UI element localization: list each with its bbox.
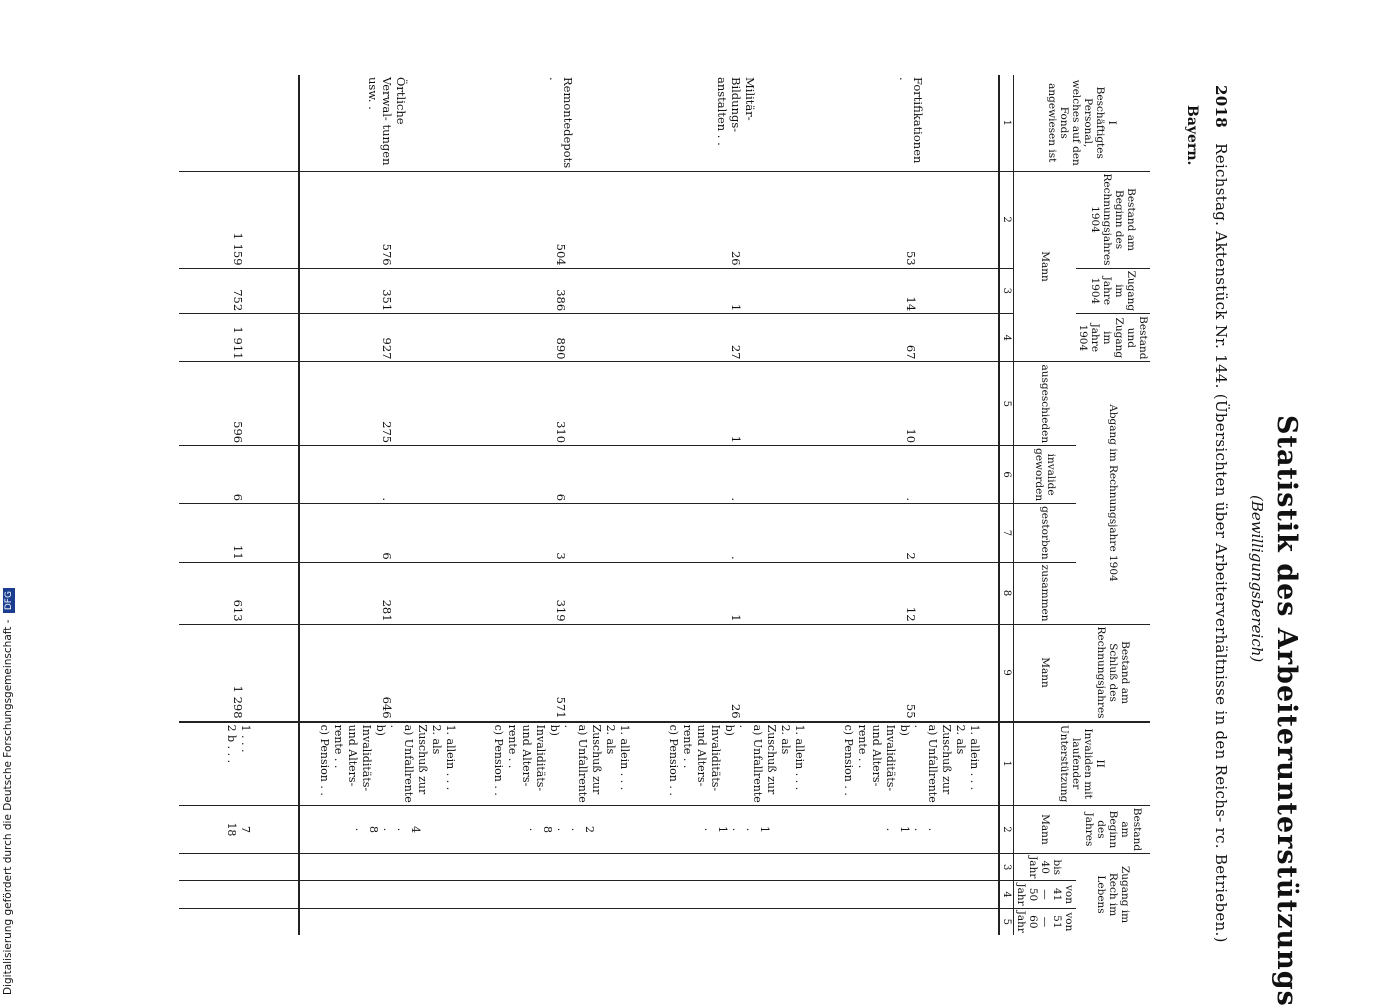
subcategory-line: a) Unfallrente . bbox=[912, 724, 939, 803]
value-cell: 53 bbox=[824, 171, 999, 268]
invalid-count: . bbox=[912, 827, 925, 832]
invalid-count: . bbox=[730, 827, 744, 832]
value-cell: 596 bbox=[179, 362, 299, 446]
invalid-count: 8 bbox=[541, 825, 555, 833]
row-label: Fortifikationen . bbox=[897, 77, 925, 164]
column-number: 4 bbox=[999, 314, 1014, 362]
invalid-count-cell bbox=[179, 805, 299, 853]
invalid-count: . bbox=[569, 827, 583, 832]
value-cell: 890 bbox=[474, 314, 649, 362]
zugang-cell bbox=[474, 854, 649, 881]
zugang-cell bbox=[474, 881, 649, 908]
mann-label: Mann bbox=[1014, 171, 1077, 362]
column-number: 8 bbox=[999, 562, 1014, 624]
subcategory-line: a) Unfallrente . bbox=[737, 724, 765, 803]
digitization-credit bbox=[2, 588, 15, 995]
invalid-count: 4 bbox=[409, 825, 422, 833]
column-number: 3 bbox=[999, 854, 1014, 881]
credit-text: Digitalisierung gefördert durch die Deutsche Forschungsgemeinschaft - bbox=[2, 619, 14, 995]
column-number: 5 bbox=[999, 908, 1014, 935]
value-cell: 1 298 bbox=[179, 624, 299, 722]
value-cell: 310 bbox=[474, 362, 649, 446]
zugang-cell bbox=[179, 854, 299, 881]
value-cell: 26 bbox=[649, 624, 824, 722]
value-cell: 1 159 bbox=[179, 171, 299, 268]
column-number: 6 bbox=[999, 446, 1014, 504]
invalid-count-cell bbox=[649, 805, 824, 853]
subcategory-line: c) Pension . . bbox=[492, 724, 506, 796]
zugang-group-header: Zugang im Rech im Lebens bbox=[1076, 854, 1150, 935]
invalid-count: 18 bbox=[225, 822, 239, 837]
value-cell: 10 bbox=[824, 362, 999, 446]
value-cell: 1 bbox=[649, 562, 824, 624]
statistics-table bbox=[179, 75, 1150, 935]
dfg-logo: DFG bbox=[3, 588, 15, 613]
value-cell: . bbox=[649, 504, 824, 563]
invalid-count: . bbox=[395, 827, 408, 832]
col-header-4: Bestand und Zugang im Jahre 1904 bbox=[1076, 314, 1150, 362]
col-header-12a: bis 40 Jahr bbox=[1014, 854, 1077, 881]
invalid-count: 1 bbox=[758, 825, 772, 833]
subcategory-line: a) Unfallrente . bbox=[388, 724, 415, 803]
value-cell: 6 bbox=[474, 446, 649, 504]
value-cell: 1 bbox=[649, 268, 824, 314]
row-label bbox=[179, 75, 299, 171]
value-cell: 319 bbox=[474, 562, 649, 624]
col-header-1: I Beschäftigtes Personal, welches auf den Fonds angewiesen ist bbox=[1046, 79, 1118, 166]
subcategory-line: b) Invaliditäts- und Alters- rente . . bbox=[856, 724, 911, 792]
zugang-cell bbox=[649, 908, 824, 935]
col-header-7: gestorben bbox=[1014, 504, 1077, 563]
value-cell: 14 bbox=[824, 268, 999, 314]
value-cell: 281 bbox=[299, 562, 474, 624]
zugang-cell bbox=[299, 908, 474, 935]
subcategory-line: 1 . . . bbox=[239, 724, 253, 753]
value-cell: 1 bbox=[649, 362, 824, 446]
zugang-cell bbox=[824, 881, 999, 908]
col-header-8: zusammen bbox=[1014, 562, 1077, 624]
value-cell: 576 bbox=[299, 171, 474, 268]
invalid-count: 7 bbox=[239, 825, 253, 833]
value-cell: 3 bbox=[474, 504, 649, 563]
invalid-count-cell bbox=[824, 805, 999, 853]
table-body bbox=[179, 75, 999, 935]
invalid-count: . bbox=[527, 827, 541, 832]
subcategory-line: a) Unfallrente . bbox=[562, 724, 590, 803]
page-subtitle: (Bewilligungsbereich) bbox=[1248, 495, 1266, 663]
invalid-count-cell bbox=[474, 805, 649, 853]
invalid-subcategories bbox=[824, 722, 999, 806]
value-cell: 55 bbox=[824, 624, 999, 722]
value-cell: 504 bbox=[474, 171, 649, 268]
zugang-cell bbox=[179, 908, 299, 935]
zugang-cell bbox=[474, 908, 649, 935]
invalid-subcategories bbox=[179, 722, 299, 806]
row-label: Militär-Bildungs- anstalten . . bbox=[715, 77, 758, 146]
subcategory-line: c) Pension . . bbox=[667, 724, 681, 796]
zugang-cell bbox=[824, 854, 999, 881]
row-label: Örtliche Verwal- tungen usw. . bbox=[366, 77, 408, 166]
subcategory-line: b) Invaliditäts- und Alters- rente . . bbox=[506, 724, 562, 792]
zugang-cell bbox=[299, 854, 474, 881]
invalid-count: . bbox=[381, 827, 394, 832]
col-header-10: II Invaliden mit laufender Unterstützung bbox=[1014, 722, 1151, 806]
column-number: 1 bbox=[999, 75, 1014, 171]
value-cell: 11 bbox=[179, 504, 299, 563]
invalid-count: . bbox=[555, 827, 569, 832]
table-row bbox=[299, 75, 474, 935]
column-number: 3 bbox=[999, 268, 1014, 314]
value-cell: 27 bbox=[649, 314, 824, 362]
value-cell: 646 bbox=[299, 624, 474, 722]
mann-label-2: Mann bbox=[1014, 624, 1077, 722]
zugang-cell bbox=[824, 908, 999, 935]
col-header-12c: von 51—60 Jahr bbox=[1014, 908, 1077, 935]
invalid-count: 2 bbox=[583, 825, 597, 833]
invalid-count: 1 bbox=[898, 825, 911, 833]
value-cell: 752 bbox=[179, 268, 299, 314]
table-row bbox=[474, 75, 649, 935]
col-header-9: Bestand am Schluß des Rechnungsjahres bbox=[1076, 624, 1150, 722]
invalid-count: . bbox=[353, 827, 366, 832]
value-cell: 67 bbox=[824, 314, 999, 362]
subcategory-line: 2. als Zuschuß zur bbox=[590, 724, 618, 795]
invalid-count-cell bbox=[299, 805, 474, 853]
zugang-cell bbox=[649, 854, 824, 881]
zugang-cell bbox=[299, 881, 474, 908]
column-number: 4 bbox=[999, 881, 1014, 908]
zugang-cell bbox=[179, 881, 299, 908]
subcategory-line: b) Invaliditäts- und Alters- rente . . bbox=[332, 724, 387, 792]
abgang-group-header: Abgang im Rechnungsjahre 1904 bbox=[1076, 362, 1150, 624]
subcategory-line: 1. allein . . . bbox=[968, 724, 981, 791]
invalid-count: 1 bbox=[716, 825, 730, 833]
column-number: 1 bbox=[999, 722, 1014, 806]
subcategory-line: 2. als Zuschuß zur bbox=[765, 724, 793, 795]
subcategory-line: 2. als Zuschuß zur bbox=[416, 724, 443, 795]
invalid-subcategories bbox=[649, 722, 824, 806]
page-number: 2018 bbox=[1212, 85, 1230, 128]
value-cell: . bbox=[824, 446, 999, 504]
invalid-count: . bbox=[884, 827, 897, 832]
invalid-subcategories bbox=[474, 722, 649, 806]
col-header-12b: von 41—50 Jahr bbox=[1014, 881, 1077, 908]
column-number: 7 bbox=[999, 504, 1014, 563]
subcategory-line: 1. allein . . . bbox=[444, 724, 457, 791]
table-row bbox=[649, 75, 824, 935]
value-cell: 2 bbox=[824, 504, 999, 563]
value-cell: 26 bbox=[649, 171, 824, 268]
value-cell: 571 bbox=[474, 624, 649, 722]
invalid-count: . bbox=[926, 827, 939, 832]
value-cell: 386 bbox=[474, 268, 649, 314]
invalid-count: . bbox=[744, 827, 758, 832]
column-number: 5 bbox=[999, 362, 1014, 446]
table-row bbox=[824, 75, 999, 935]
subcategory-line: 2 b . . . bbox=[225, 724, 239, 764]
page-title: Statistik des Arbeiterunterstützungs bbox=[1271, 415, 1302, 1007]
subcategory-line: 1. allein . . . bbox=[793, 724, 807, 791]
table-row bbox=[179, 75, 299, 935]
value-cell: 613 bbox=[179, 562, 299, 624]
col-header-6: invalide geworden bbox=[1014, 446, 1077, 504]
invalid-subcategories bbox=[299, 722, 474, 806]
col-header-2: Bestand am Beginn des Rechnungsjahres 1904 bbox=[1076, 171, 1150, 268]
value-cell: 275 bbox=[299, 362, 474, 446]
header-line: Reichstag. Aktenstück Nr. 144. (Übersichten über Arbeiterverhältnisse in den Reichs- rc. Betrieben.) bbox=[1212, 143, 1230, 943]
invalid-count: . bbox=[702, 827, 716, 832]
row-label: Remontedepots . bbox=[547, 77, 576, 169]
col-header-3: Zugang im Jahre 1904 bbox=[1076, 268, 1150, 314]
value-cell: 1 911 bbox=[179, 314, 299, 362]
mann-label-3: Mann bbox=[1014, 805, 1077, 853]
subcategory-line: 1. allein . . . bbox=[618, 724, 632, 791]
column-number: 2 bbox=[999, 171, 1014, 268]
col-header-5: ausgeschieden bbox=[1014, 362, 1077, 446]
region-label: Bayern. bbox=[1184, 105, 1200, 166]
column-number: 9 bbox=[999, 624, 1014, 722]
subcategory-line: b) Invaliditäts- und Alters- rente . . bbox=[681, 724, 737, 792]
column-number-row bbox=[999, 75, 1014, 935]
value-cell: 12 bbox=[824, 562, 999, 624]
value-cell: . bbox=[299, 446, 474, 504]
zugang-cell bbox=[649, 881, 824, 908]
value-cell: . bbox=[649, 446, 824, 504]
rotated-document bbox=[80, 75, 1302, 1007]
value-cell: 6 bbox=[299, 504, 474, 563]
col-header-11: Bestand am Beginn des Jahres bbox=[1076, 805, 1150, 853]
column-number: 2 bbox=[999, 805, 1014, 853]
value-cell: 6 bbox=[179, 446, 299, 504]
invalid-count: 8 bbox=[367, 825, 380, 833]
value-cell: 927 bbox=[299, 314, 474, 362]
subcategory-line: c) Pension . . bbox=[842, 724, 855, 796]
running-header bbox=[1212, 85, 1230, 943]
subcategory-line: 2. als Zuschuß zur bbox=[940, 724, 967, 795]
subcategory-line: c) Pension . . bbox=[318, 724, 331, 796]
value-cell: 351 bbox=[299, 268, 474, 314]
